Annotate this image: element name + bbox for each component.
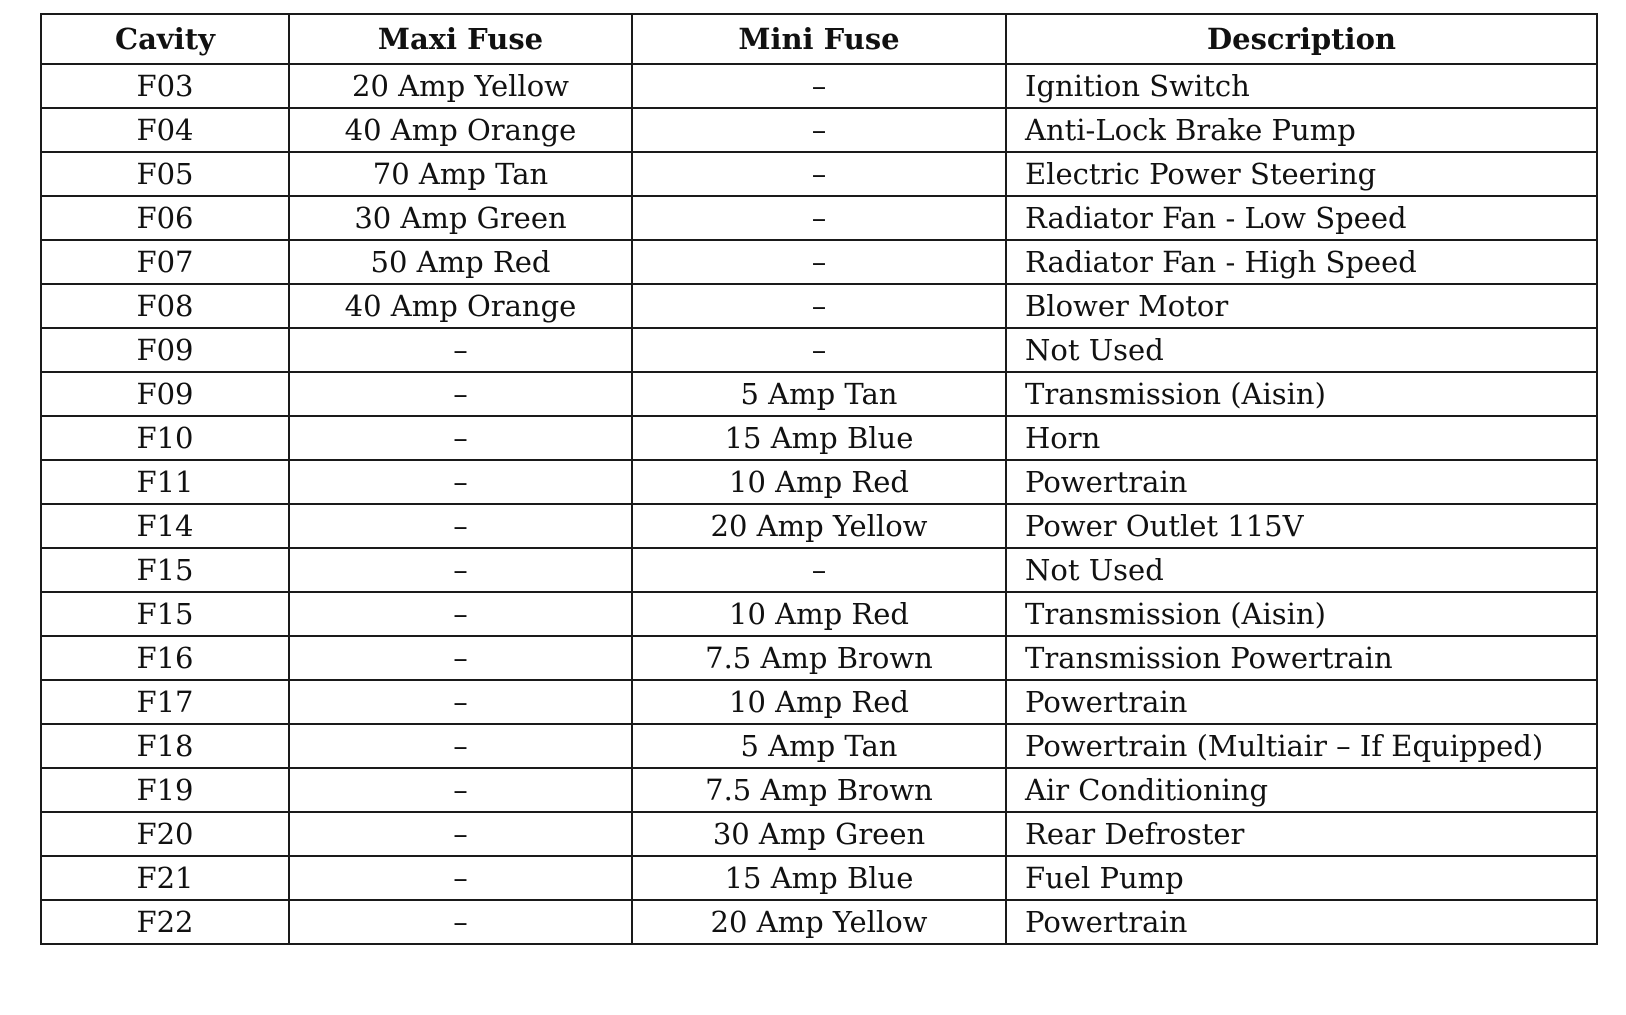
cell-description: Not Used <box>1006 328 1597 372</box>
cell-cavity: F16 <box>41 636 289 680</box>
cell-description: Radiator Fan - Low Speed <box>1006 196 1597 240</box>
header-maxi-fuse: Maxi Fuse <box>289 14 632 64</box>
cell-cavity: F09 <box>41 328 289 372</box>
table-row <box>41 372 1597 416</box>
cell-cavity: F19 <box>41 768 289 812</box>
table-row <box>41 328 1597 372</box>
table-row <box>41 240 1597 284</box>
cell-maxi-fuse: – <box>289 680 632 724</box>
cell-mini-fuse: 7.5 Amp Brown <box>632 636 1006 680</box>
table-header <box>41 14 1597 64</box>
table-row <box>41 64 1597 108</box>
cell-cavity: F15 <box>41 592 289 636</box>
cell-maxi-fuse: – <box>289 504 632 548</box>
table-row <box>41 196 1597 240</box>
cell-mini-fuse: 5 Amp Tan <box>632 372 1006 416</box>
cell-maxi-fuse: – <box>289 372 632 416</box>
cell-mini-fuse: 7.5 Amp Brown <box>632 768 1006 812</box>
table-row <box>41 812 1597 856</box>
cell-maxi-fuse: – <box>289 856 632 900</box>
cell-description: Transmission (Aisin) <box>1006 592 1597 636</box>
fuse-table-container <box>40 13 1598 945</box>
table-row <box>41 724 1597 768</box>
table-row <box>41 768 1597 812</box>
cell-mini-fuse: – <box>632 240 1006 284</box>
cell-maxi-fuse: – <box>289 768 632 812</box>
cell-description: Not Used <box>1006 548 1597 592</box>
cell-description: Rear Defroster <box>1006 812 1597 856</box>
cell-maxi-fuse: 20 Amp Yellow <box>289 64 632 108</box>
cell-description: Power Outlet 115V <box>1006 504 1597 548</box>
cell-mini-fuse: 30 Amp Green <box>632 812 1006 856</box>
table-row <box>41 504 1597 548</box>
cell-cavity: F17 <box>41 680 289 724</box>
cell-description: Anti-Lock Brake Pump <box>1006 108 1597 152</box>
cell-description: Ignition Switch <box>1006 64 1597 108</box>
fuse-table <box>40 13 1598 945</box>
cell-mini-fuse: 15 Amp Blue <box>632 856 1006 900</box>
cell-description: Radiator Fan - High Speed <box>1006 240 1597 284</box>
table-row <box>41 284 1597 328</box>
cell-cavity: F06 <box>41 196 289 240</box>
cell-maxi-fuse: 30 Amp Green <box>289 196 632 240</box>
cell-description: Powertrain <box>1006 680 1597 724</box>
cell-mini-fuse: – <box>632 152 1006 196</box>
cell-mini-fuse: 10 Amp Red <box>632 592 1006 636</box>
cell-cavity: F04 <box>41 108 289 152</box>
cell-maxi-fuse: – <box>289 812 632 856</box>
cell-description: Electric Power Steering <box>1006 152 1597 196</box>
header-description: Description <box>1006 14 1597 64</box>
cell-maxi-fuse: 40 Amp Orange <box>289 108 632 152</box>
cell-description: Transmission (Aisin) <box>1006 372 1597 416</box>
cell-mini-fuse: – <box>632 108 1006 152</box>
cell-mini-fuse: – <box>632 64 1006 108</box>
cell-description: Powertrain (Multiair – If Equipped) <box>1006 724 1597 768</box>
cell-maxi-fuse: – <box>289 724 632 768</box>
table-row <box>41 460 1597 504</box>
cell-maxi-fuse: – <box>289 328 632 372</box>
table-row <box>41 900 1597 944</box>
table-row <box>41 108 1597 152</box>
table-row <box>41 856 1597 900</box>
table-row <box>41 592 1597 636</box>
header-cavity: Cavity <box>41 14 289 64</box>
table-row <box>41 152 1597 196</box>
cell-maxi-fuse: – <box>289 592 632 636</box>
cell-cavity: F14 <box>41 504 289 548</box>
cell-maxi-fuse: – <box>289 548 632 592</box>
table-row <box>41 416 1597 460</box>
cell-cavity: F20 <box>41 812 289 856</box>
table-row <box>41 548 1597 592</box>
cell-cavity: F09 <box>41 372 289 416</box>
cell-cavity: F22 <box>41 900 289 944</box>
cell-description: Powertrain <box>1006 900 1597 944</box>
cell-maxi-fuse: 70 Amp Tan <box>289 152 632 196</box>
cell-cavity: F03 <box>41 64 289 108</box>
cell-cavity: F18 <box>41 724 289 768</box>
cell-mini-fuse: 20 Amp Yellow <box>632 900 1006 944</box>
header-row <box>41 14 1597 64</box>
cell-description: Powertrain <box>1006 460 1597 504</box>
cell-mini-fuse: 15 Amp Blue <box>632 416 1006 460</box>
table-row <box>41 680 1597 724</box>
table-body <box>41 64 1597 944</box>
cell-mini-fuse: – <box>632 284 1006 328</box>
cell-maxi-fuse: – <box>289 460 632 504</box>
cell-description: Air Conditioning <box>1006 768 1597 812</box>
cell-mini-fuse: 10 Amp Red <box>632 460 1006 504</box>
cell-cavity: F08 <box>41 284 289 328</box>
header-mini-fuse: Mini Fuse <box>632 14 1006 64</box>
cell-mini-fuse: 10 Amp Red <box>632 680 1006 724</box>
cell-description: Transmission Powertrain <box>1006 636 1597 680</box>
table-row <box>41 636 1597 680</box>
cell-description: Blower Motor <box>1006 284 1597 328</box>
cell-cavity: F05 <box>41 152 289 196</box>
cell-mini-fuse: – <box>632 548 1006 592</box>
cell-cavity: F11 <box>41 460 289 504</box>
cell-mini-fuse: – <box>632 328 1006 372</box>
cell-mini-fuse: – <box>632 196 1006 240</box>
cell-mini-fuse: 5 Amp Tan <box>632 724 1006 768</box>
cell-cavity: F15 <box>41 548 289 592</box>
cell-cavity: F10 <box>41 416 289 460</box>
cell-description: Horn <box>1006 416 1597 460</box>
cell-description: Fuel Pump <box>1006 856 1597 900</box>
cell-maxi-fuse: – <box>289 900 632 944</box>
cell-maxi-fuse: 40 Amp Orange <box>289 284 632 328</box>
cell-cavity: F07 <box>41 240 289 284</box>
cell-cavity: F21 <box>41 856 289 900</box>
cell-maxi-fuse: – <box>289 416 632 460</box>
cell-maxi-fuse: 50 Amp Red <box>289 240 632 284</box>
cell-mini-fuse: 20 Amp Yellow <box>632 504 1006 548</box>
cell-maxi-fuse: – <box>289 636 632 680</box>
